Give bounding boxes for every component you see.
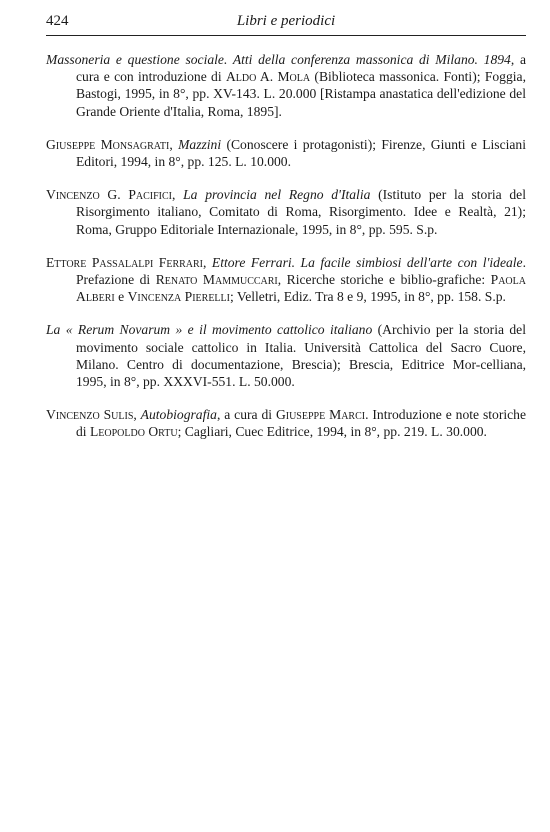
header-rule bbox=[46, 35, 526, 36]
entry-text: , bbox=[169, 136, 179, 152]
entry-text: (Conoscere i protagonisti); Firenze, Giunti e Lisciani Editori, 1994, in 8°, pp. 125. L. 10.000. bbox=[76, 136, 527, 170]
entry-author: Vincenzo G. Pacifici bbox=[46, 187, 173, 203]
entry-author: Renato Mammuccari bbox=[155, 272, 278, 288]
page-number: 424 bbox=[46, 13, 69, 29]
entry-author: Giuseppe Marci bbox=[275, 407, 366, 423]
entry-author: Giuseppe Monsagrati bbox=[46, 136, 170, 152]
bibliography-entry bbox=[46, 136, 526, 170]
entry-title: Ettore Ferrari. La facile simbiosi dell'arte con l'ideale bbox=[211, 254, 523, 270]
entry-author: Vincenzo Sulis bbox=[46, 407, 134, 423]
bibliography-entry bbox=[46, 254, 526, 306]
entry-text: , a cura e con introduzione di bbox=[76, 52, 526, 85]
entry-title: La « Rerum Novarum » e il movimento cattolico italiano bbox=[46, 322, 373, 338]
entry-author: Leopoldo Ortu bbox=[89, 424, 178, 440]
entry-title: Mazzini bbox=[178, 136, 222, 152]
entry-author: Paola Alberi bbox=[76, 272, 526, 305]
page-header bbox=[46, 12, 526, 34]
entry-title: Massoneria e questione sociale. Atti della conferenza massonica di Milano. 1894 bbox=[46, 52, 511, 67]
bibliography-entry bbox=[46, 51, 526, 120]
entry-text: . Introduzione e note storiche di bbox=[76, 407, 526, 440]
entry-text: (Biblioteca massonica. Fonti); Foggia, Bastogi, 1995, in 8°, pp. XV-143. L. 20.000 [Ristampa anastatica dell'edizione del Grande Oriente d'Italia, Roma, 1895]. bbox=[76, 69, 526, 119]
running-title: Libri e periodici bbox=[236, 13, 336, 29]
entry-author: Vincenza Pierelli bbox=[127, 289, 230, 305]
entry-text: (Archivio per la storia del movimento sociale cattolico in Italia. Università Cattolica del Sacro Cuore, Milano. Centro di documentazione, Brescia); Brescia, Editrice Mor-celliana, 1995, in 8°, pp. XXXVI-551. L. 50.000. bbox=[76, 322, 526, 390]
entry-text: ; Cagliari, Cuec Editrice, 1994, in 8°, pp. 219. L. 30.000. bbox=[177, 424, 487, 440]
entry-text: . Prefazione di bbox=[76, 254, 526, 288]
entry-title: Autobiografia bbox=[140, 407, 217, 423]
entry-text: ; Velletri, Ediz. Tra 8 e 9, 1995, in 8°, pp. 158. S.p. bbox=[229, 289, 506, 305]
entry-text: , bbox=[172, 187, 184, 203]
bibliography-entry bbox=[46, 321, 526, 390]
entry-text: , a cura di bbox=[216, 407, 276, 423]
entry-text: (Istituto per la storia del Risorgimento italiano, Comitato di Roma, Risorgimento. Idee e Realtà, 21); Roma, Gruppo Editoriale Internazionale, 1995, in 8°, pp. 595. S.p. bbox=[76, 187, 526, 237]
entry-title: La provincia nel Regno d'Italia bbox=[183, 187, 371, 203]
entry-text: , bbox=[203, 254, 212, 270]
entry-text: , bbox=[133, 407, 141, 423]
entry-author: Ettore Passalalpi Ferrari bbox=[46, 254, 204, 270]
entry-text: , Ricerche storiche e biblio-grafiche: bbox=[277, 272, 491, 288]
bibliography-entry bbox=[46, 406, 526, 440]
bibliography-entry bbox=[46, 186, 526, 238]
entry-text: e bbox=[114, 289, 128, 305]
bibliography-list bbox=[46, 51, 526, 457]
entry-author: Aldo A. Mola bbox=[225, 69, 311, 85]
